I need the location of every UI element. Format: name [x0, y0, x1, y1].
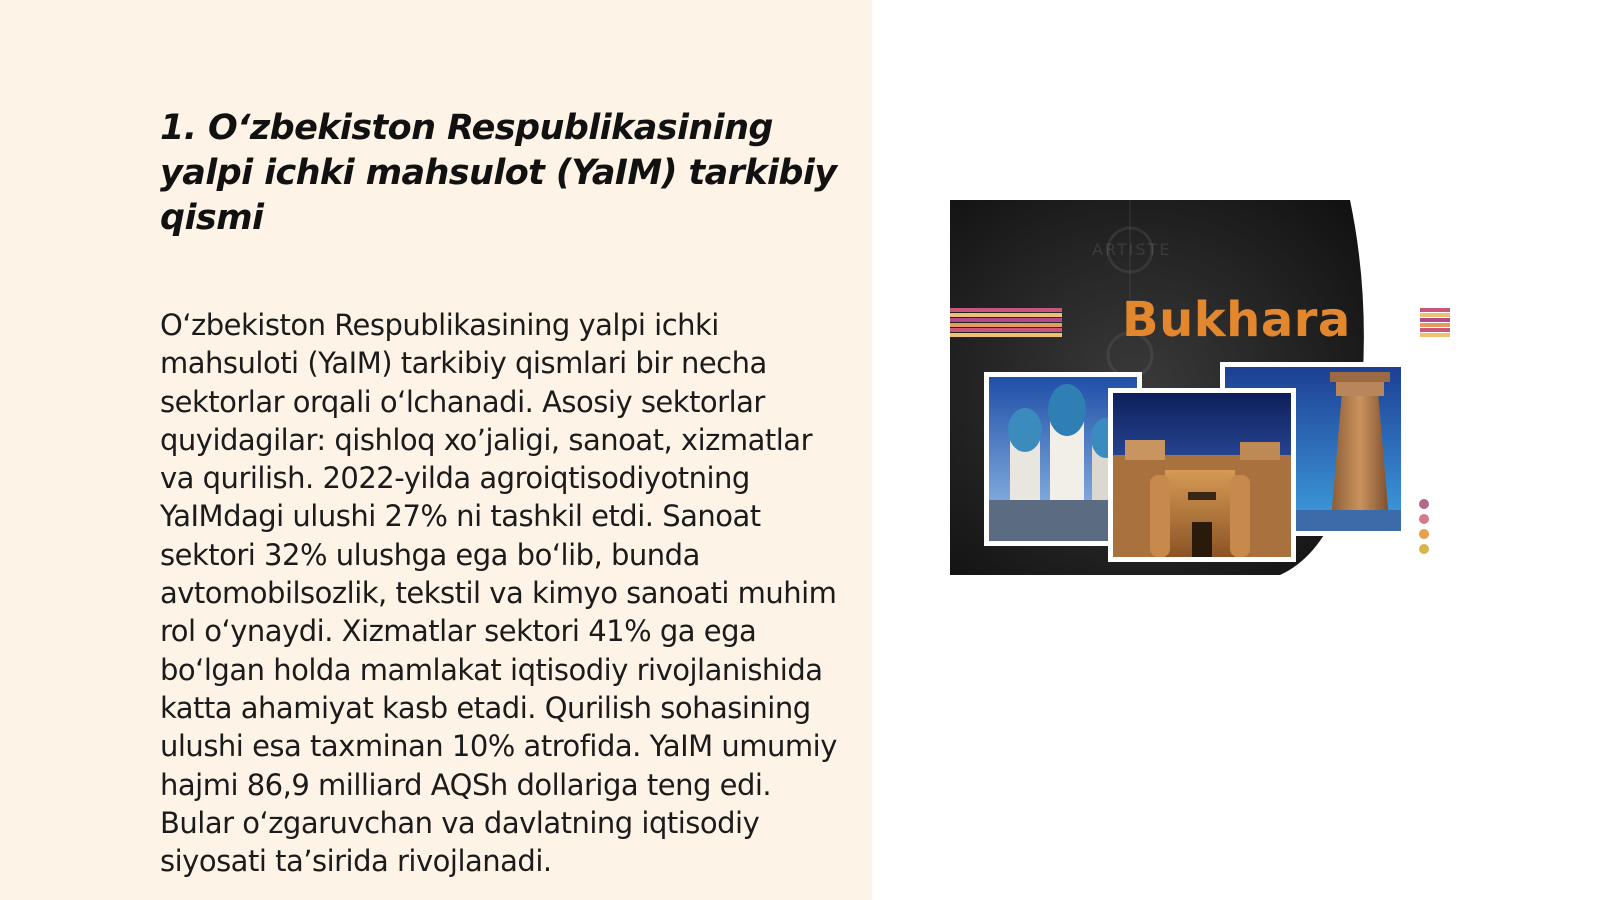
- banner-watermark: ARTISTE: [1092, 240, 1172, 259]
- slide-body-text: O‘zbekiston Respublikasining yalpi ichki mahsuloti (YaIM) tarkibiy qismlari bir necha sektorlar orqali o‘lchanadi. Asosiy sektorlar quyidagilar: qishloq xo’jaligi, sanoat, xizmatlar va qurilish. 2022-yilda agroiqtisodiyotning YaIMdagi ulushi 27% ni tashkil etdi. Sanoat sektori 32% ulushga ega bo‘lib, bunda avtomobilsozlik, tekstil va kimyo sanoati muhim rol o‘ynaydi. Xizmatlar sektori 41% ga ega bo‘lgan holda mamlakat iqtisodiy rivojlanishida katta ahamiyat kasb etadi. Qurilish sohasining ulushi esa taxminan 10% atrofida. YaIM umumiy hajmi 86,9 milliard AQSh dollariga teng edi. Bular o‘zgaruvchan va davlatning iqtisodiy siyosati ta’sirida rivojlanadi.: [160, 308, 837, 879]
- banner-graphic: [950, 200, 1450, 575]
- slide-title: 1. O‘zbekiston Respublikasining yalpi ichki mahsulot (YaIM) tarkibiy qismi: [160, 108, 837, 238]
- bukhara-banner-image: [950, 200, 1450, 575]
- dots-decoration: [1419, 499, 1429, 554]
- right-stripe-decoration: [1420, 308, 1450, 337]
- ark-fortress-photo: [1108, 388, 1296, 562]
- banner-title-bukhara: Bukhara: [1122, 292, 1351, 348]
